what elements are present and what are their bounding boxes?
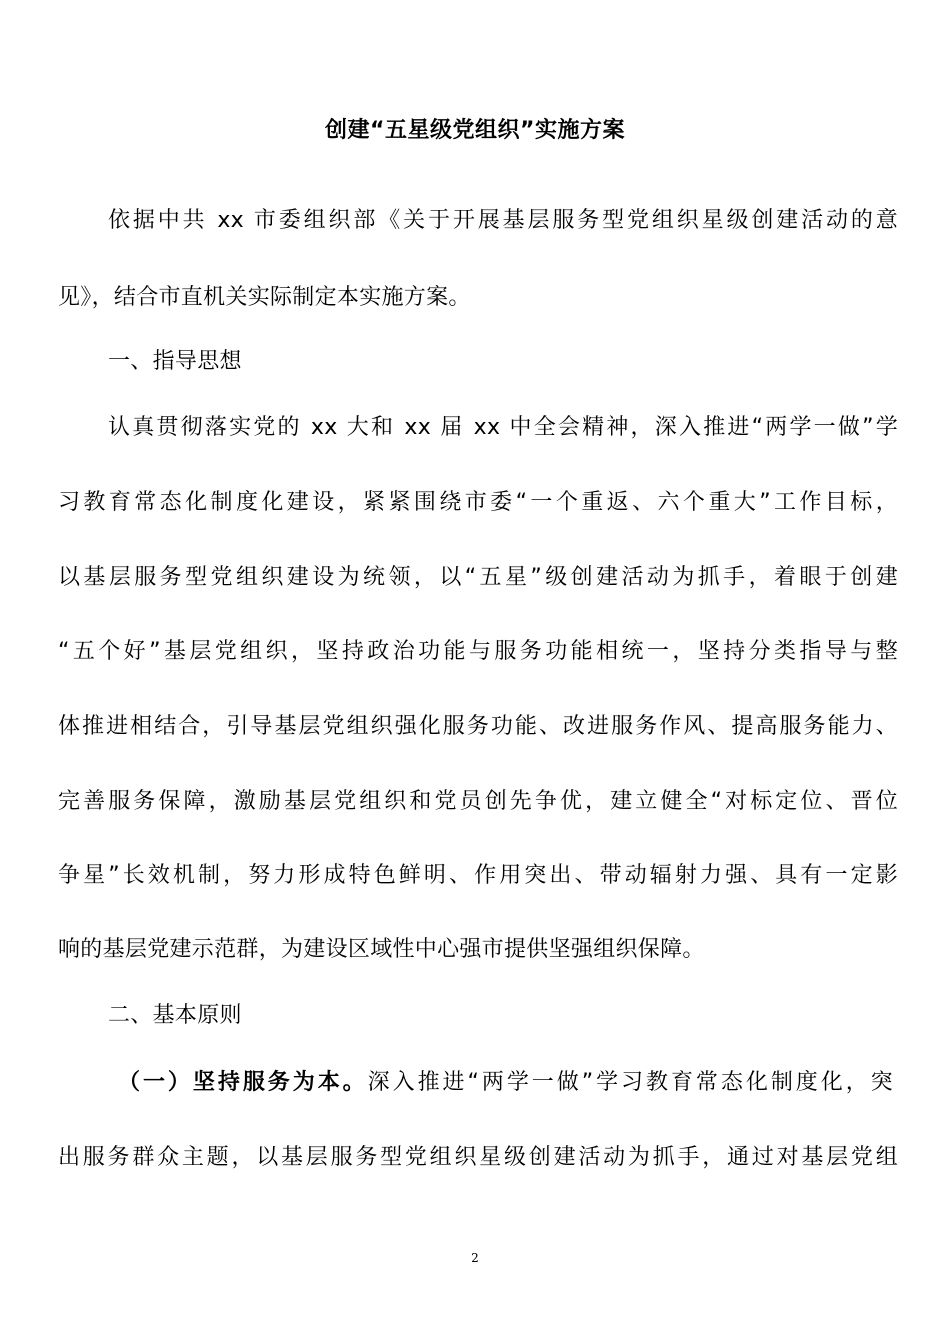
paragraph-line: 响的基层党建示范群，为建设区域性中心强市提供坚强组织保障。 — [58, 937, 705, 962]
principle-item-1-first-line — [118, 1065, 893, 1101]
principle-item-1-lead: （一）坚持服务为本。 — [118, 1070, 368, 1095]
principle-item-1-second-line: 出服务群众主题，以基层服务型党组织星级创建活动为抓手，通过对基层党组 — [58, 1145, 898, 1170]
page-number: 2 — [471, 1251, 479, 1265]
paragraph-line: 以基层服务型党组织建设为统领，以“五星”级创建活动为抓手，着眼于创建 — [58, 565, 898, 590]
intro-line-1: 依据中共 xx 市委组织部《关于开展基层服务型党组织星级创建活动的意 — [108, 208, 898, 233]
paragraph-line: 认真贯彻落实党的 xx 大和 xx 届 xx 中全会精神，深入推进“两学一做”学 — [108, 415, 898, 440]
paragraph-line: 体推进相结合，引导基层党组织强化服务功能、改进服务作风、提高服务能力、 — [58, 714, 898, 739]
section-heading-guiding-thought: 一、指导思想 — [108, 349, 242, 374]
intro-line-2: 见》，结合市直机关实际制定本实施方案。 — [58, 285, 471, 310]
paragraph-line: 完善服务保障，激励基层党组织和党员创先争优，建立健全“对标定位、晋位 — [58, 789, 898, 814]
paragraph-line: 习教育常态化制度化建设，紧紧围绕市委“一个重返、六个重大”工作目标， — [58, 490, 898, 515]
principle-item-1-text: 深入推进“两学一做”学习教育常态化制度化，突 — [367, 1070, 893, 1095]
paragraph-line: “五个好”基层党组织，坚持政治功能与服务功能相统一，坚持分类指导与整 — [58, 639, 898, 664]
document-title: 创建“五星级党组织”实施方案 — [325, 118, 625, 143]
section-heading-basic-principles: 二、基本原则 — [108, 1003, 242, 1028]
paragraph-line: 争星”长效机制，努力形成特色鲜明、作用突出、带动辐射力强、具有一定影 — [58, 863, 898, 888]
